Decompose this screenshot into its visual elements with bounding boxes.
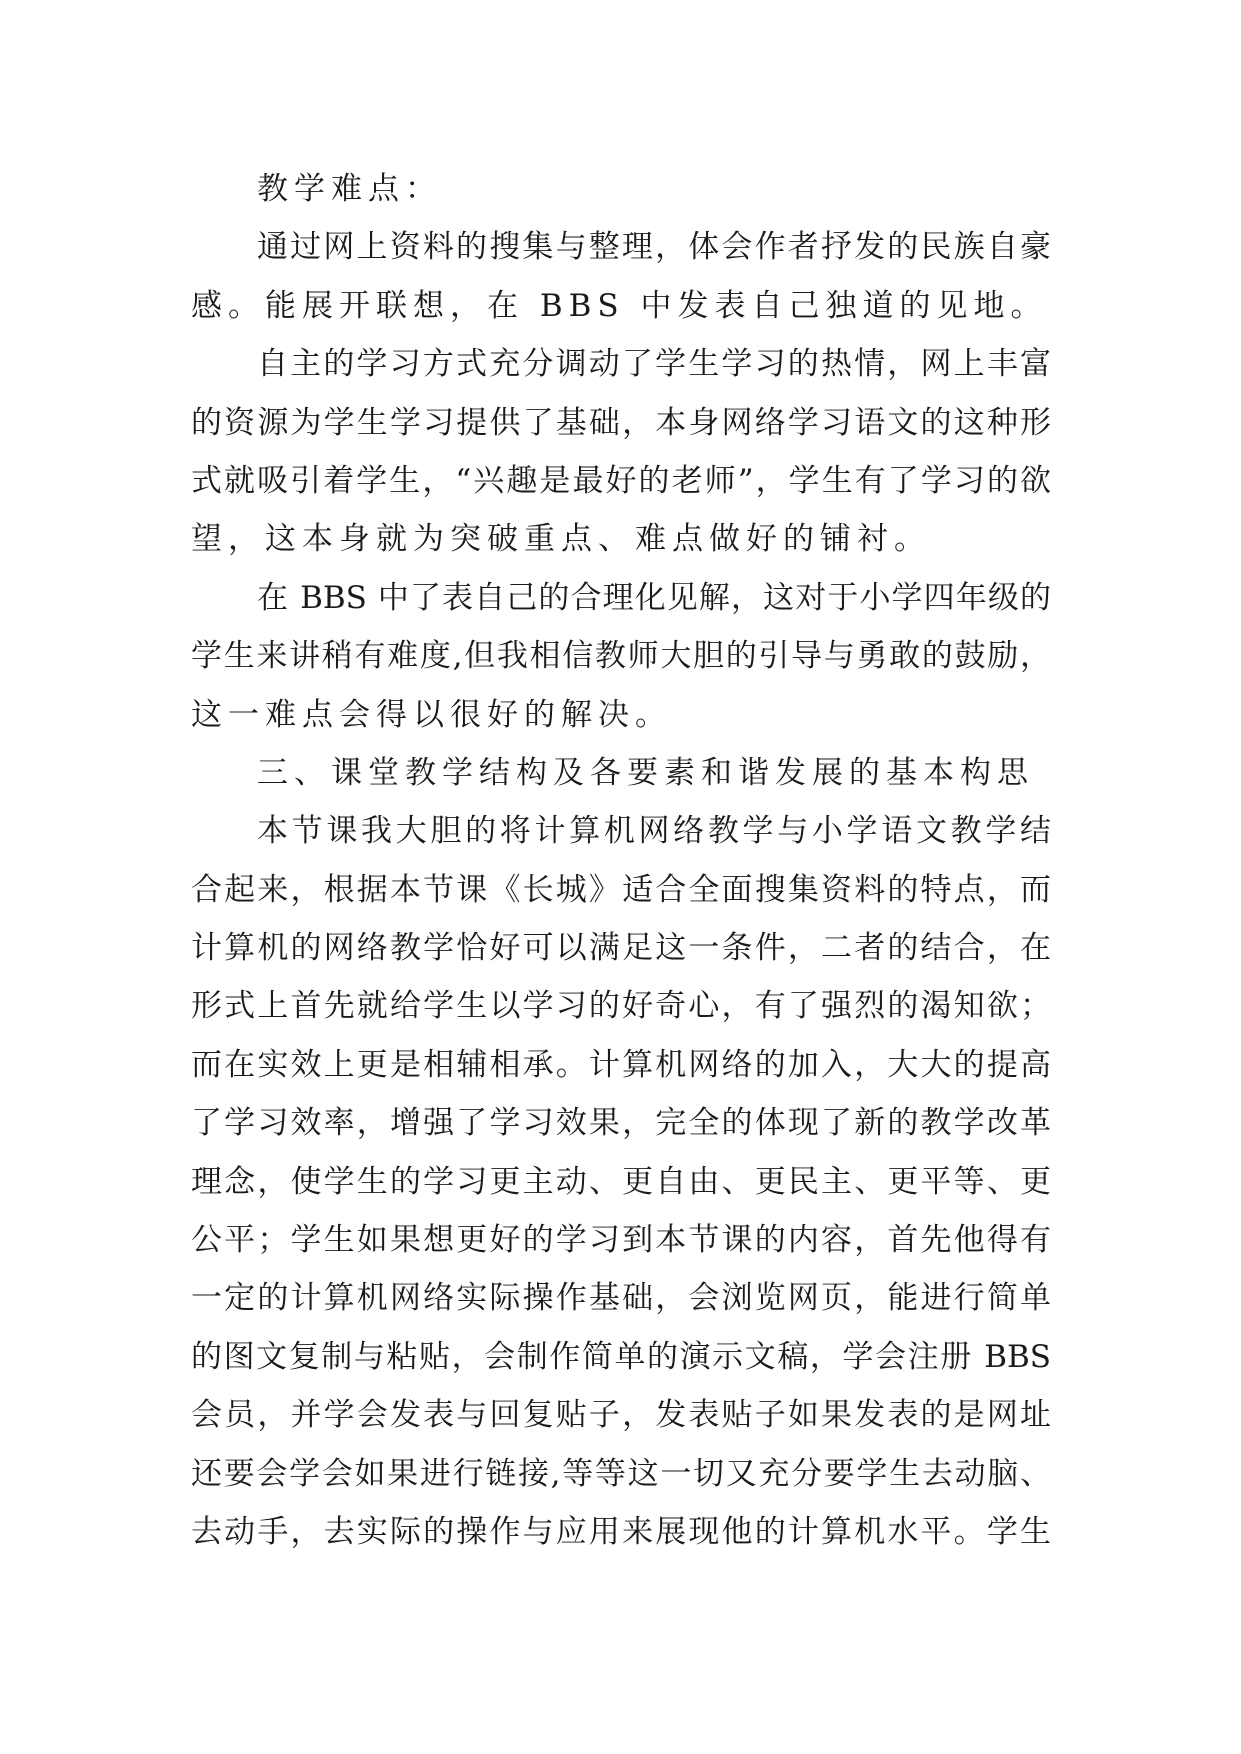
text-line: 感。能展开联想，在 BBS 中发表自己独道的见地。	[191, 287, 1048, 324]
text-line: 通过网上资料的搜集与整理，体会作者抒发的民族自豪	[257, 229, 1051, 266]
text-line: 形式上首先就给学生以学习的好奇心，有了强烈的渴知欲；	[191, 988, 1051, 1025]
text-line: 一定的计算机网络实际操作基础，会浏览网页，能进行简单	[191, 1280, 1051, 1317]
text-line: 学生来讲稍有难度,但我相信教师大胆的引导与勇敢的鼓励，	[191, 638, 1051, 675]
text-line: 合起来，根据本节课《长城》适合全面搜集资料的特点，而	[191, 871, 1051, 908]
text-line: 还要会学会如果进行链接,等等这一切又充分要学生去动脑、	[191, 1455, 1051, 1492]
text-line: 望，这本身就为突破重点、难点做好的铺衬。	[191, 521, 931, 558]
text-line: 的资源为学生学习提供了基础，本身网络学习语文的这种形	[191, 404, 1051, 441]
text-line: 在 BBS 中了表自己的合理化见解，这对于小学四年级的	[257, 579, 1051, 616]
text-line: 自主的学习方式充分调动了学生学习的热情，网上丰富	[257, 346, 1051, 383]
text-line: 这一难点会得以很好的解决。	[191, 696, 672, 733]
text-line: 理念，使学生的学习更主动、更自由、更民主、更平等、更	[191, 1163, 1051, 1200]
text-line: 了学习效率，增强了学习效果，完全的体现了新的教学改革	[191, 1105, 1051, 1142]
text-line: 会员，并学会发表与回复贴子，发表贴子如果发表的是网址	[191, 1397, 1051, 1434]
text-line: 的图文复制与粘贴，会制作简单的演示文稿，学会注册 BBS	[191, 1338, 1051, 1375]
text-line: 式就吸引着学生，“兴趣是最好的老师”，学生有了学习的欲	[191, 462, 1051, 499]
text-line: 公平；学生如果想更好的学习到本节课的内容，首先他得有	[191, 1222, 1051, 1259]
text-line: 去动手，去实际的操作与应用来展现他的计算机水平。学生	[191, 1513, 1051, 1550]
document-body	[191, 160, 1051, 1561]
text-line: 本节课我大胆的将计算机网络教学与小学语文教学结	[257, 813, 1051, 850]
text-line: 计算机的网络教学恰好可以满足这一条件，二者的结合，在	[191, 930, 1051, 967]
text-line: 教学难点：	[257, 171, 442, 207]
section-heading: 三、课堂教学结构及各要素和谐发展的基本构思	[257, 754, 1034, 791]
text-line: 而在实效上更是相辅相承。计算机网络的加入，大大的提高	[191, 1046, 1051, 1083]
